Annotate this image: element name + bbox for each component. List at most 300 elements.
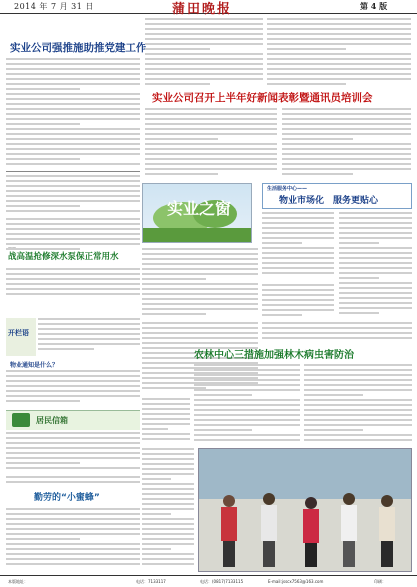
text-line <box>194 384 300 386</box>
text-line <box>304 379 412 381</box>
text-line <box>6 447 140 449</box>
text-line <box>142 303 258 305</box>
text-line <box>6 223 140 225</box>
text-line <box>142 543 194 545</box>
text-line <box>6 380 140 382</box>
text-line <box>304 434 412 436</box>
text-line <box>282 108 411 110</box>
text-line <box>282 158 411 160</box>
text-line <box>262 217 334 219</box>
mailbox-body <box>6 432 140 472</box>
text-line <box>262 327 412 329</box>
article-5-title: 农林中心三措施加强林木病虫害防治 <box>194 350 354 361</box>
footer-phone-2: 电话：(0817)7133115 <box>200 579 244 584</box>
text-line <box>304 419 412 421</box>
text-line <box>339 237 412 239</box>
text-line <box>6 288 140 290</box>
text-line <box>6 533 140 535</box>
text-line <box>145 28 263 30</box>
text-line <box>6 233 140 235</box>
text-line <box>339 277 379 279</box>
text-line <box>142 308 258 310</box>
text-line <box>38 318 140 320</box>
text-line <box>145 33 263 35</box>
text-line <box>145 68 263 70</box>
text-line <box>339 247 412 249</box>
text-line <box>142 253 258 255</box>
text-line <box>6 138 140 140</box>
text-line <box>6 180 140 182</box>
text-line <box>262 257 334 259</box>
text-line <box>145 128 277 130</box>
text-line <box>6 93 140 95</box>
article-2-title: 实业公司召开上半年好新闻表彰暨通讯员培训会 <box>152 92 373 104</box>
text-line <box>6 133 140 135</box>
text-line <box>282 153 411 155</box>
text-line <box>6 513 140 515</box>
text-line <box>6 293 140 295</box>
mailbox-banner-title: 居民信箱 <box>36 416 68 425</box>
text-line <box>339 292 412 294</box>
text-line <box>339 252 412 254</box>
text-line <box>142 278 206 280</box>
mailbox-banner <box>6 410 140 430</box>
text-line <box>6 205 80 207</box>
footer-address: 本版地址： <box>8 579 28 584</box>
text-line <box>304 414 412 416</box>
text-line <box>142 498 194 500</box>
sidebar-body <box>38 318 140 356</box>
text-line <box>142 548 171 550</box>
text-line <box>142 468 194 470</box>
text-line <box>142 293 258 295</box>
footer-phone: 电话：7133117 <box>136 579 166 584</box>
text-line <box>6 481 140 483</box>
text-line <box>262 227 334 229</box>
text-line <box>142 258 258 260</box>
text-line <box>282 138 353 140</box>
text-line <box>304 364 412 366</box>
text-line <box>6 462 80 464</box>
text-line <box>6 73 140 75</box>
text-line <box>6 118 140 120</box>
text-line <box>6 370 140 372</box>
text-line <box>262 232 334 234</box>
article-3-body-b <box>142 248 258 318</box>
text-line <box>6 210 140 212</box>
text-line <box>142 523 194 525</box>
text-line <box>339 227 412 229</box>
text-line <box>194 404 300 406</box>
text-line <box>6 175 140 177</box>
text-line <box>142 273 258 275</box>
article-4-body-a <box>262 212 334 280</box>
text-line <box>6 238 140 240</box>
text-line <box>282 118 411 120</box>
article-6-body <box>6 508 140 572</box>
text-line <box>194 424 300 426</box>
text-line <box>282 133 411 135</box>
text-line <box>194 369 300 371</box>
issue-date: 2014 年 7 月 31 日 <box>14 2 94 11</box>
text-line <box>6 543 140 545</box>
article-5-body-b <box>304 364 412 444</box>
text-line <box>142 298 258 300</box>
text-line <box>262 237 334 239</box>
text-line <box>38 338 140 340</box>
text-line <box>6 476 140 478</box>
article-3-body <box>6 268 140 300</box>
sidebar-head-1: 开栏语 <box>8 329 29 337</box>
text-line <box>6 228 140 230</box>
text-line <box>142 332 258 334</box>
article-5-body-d <box>142 448 194 572</box>
text-line <box>6 83 140 85</box>
text-line <box>262 332 412 334</box>
text-line <box>267 38 411 40</box>
text-line <box>142 248 258 250</box>
text-line <box>145 148 277 150</box>
text-line <box>262 242 302 244</box>
text-line <box>282 173 353 175</box>
text-line <box>145 23 263 25</box>
text-line <box>6 553 140 555</box>
text-line <box>145 173 218 175</box>
text-line <box>6 432 140 434</box>
text-line <box>304 394 363 396</box>
text-line <box>262 322 412 324</box>
text-line <box>339 262 412 264</box>
text-line <box>6 68 140 70</box>
text-line <box>194 374 300 376</box>
text-line <box>6 185 140 187</box>
text-line <box>304 439 412 441</box>
text-line <box>142 448 194 450</box>
text-line <box>339 212 412 214</box>
text-line <box>6 78 140 80</box>
text-line <box>142 518 194 520</box>
text-line <box>145 73 263 75</box>
text-line <box>194 434 300 436</box>
text-line <box>6 195 140 197</box>
text-line <box>145 63 263 65</box>
text-line <box>6 467 140 469</box>
text-line <box>262 212 334 214</box>
text-line <box>38 328 140 330</box>
feature-image-caption: 实业之窗 <box>167 199 232 218</box>
text-line <box>262 289 334 291</box>
text-line <box>6 148 140 150</box>
divider <box>6 171 140 172</box>
text-line <box>262 294 334 296</box>
text-line <box>267 48 346 50</box>
article-4-body-b <box>339 212 412 320</box>
footer <box>0 575 417 587</box>
text-line <box>142 403 190 405</box>
text-line <box>262 304 334 306</box>
text-line <box>267 18 411 20</box>
text-line <box>339 267 412 269</box>
text-line <box>267 83 346 85</box>
text-line <box>145 168 277 170</box>
article-4-kicker: 生活服务中心—— <box>267 186 308 192</box>
text-line <box>262 267 334 269</box>
text-line <box>194 394 252 396</box>
article-4-title-box <box>262 183 412 209</box>
text-line <box>6 143 140 145</box>
text-line <box>194 429 252 431</box>
text-line <box>142 327 258 329</box>
text-line <box>6 400 80 402</box>
text-line <box>194 379 300 381</box>
article-5-intro-b <box>262 322 412 342</box>
text-line <box>339 222 412 224</box>
text-line <box>339 312 379 314</box>
text-line <box>6 243 140 245</box>
text-line <box>145 38 263 40</box>
text-line <box>262 309 334 311</box>
text-line <box>38 348 94 350</box>
text-line <box>142 453 194 455</box>
text-line <box>145 108 277 110</box>
newspaper-name: 蒲田晚报 <box>172 2 233 17</box>
text-line <box>194 364 300 366</box>
text-line <box>6 278 140 280</box>
text-line <box>262 314 302 316</box>
article-1b-body <box>6 175 140 217</box>
page-number: 第 4 版 <box>360 1 388 11</box>
text-line <box>145 138 218 140</box>
text-line <box>142 288 258 290</box>
text-line <box>267 68 411 70</box>
text-line <box>6 283 140 285</box>
article-1-title: 实业公司强推施助推党建工作 <box>10 42 147 54</box>
text-line <box>267 53 411 55</box>
text-line <box>339 217 412 219</box>
text-line <box>262 222 334 224</box>
article-2-body-b <box>267 18 411 88</box>
text-line <box>142 342 258 344</box>
text-line <box>142 337 258 339</box>
text-line <box>6 123 80 125</box>
text-line <box>142 268 258 270</box>
article-6-intro <box>6 476 140 486</box>
text-line <box>6 442 140 444</box>
text-line <box>194 399 300 401</box>
text-line <box>6 385 140 387</box>
text-line <box>142 503 194 505</box>
text-line <box>145 158 277 160</box>
text-line <box>145 118 277 120</box>
text-line <box>6 273 140 275</box>
text-line <box>339 232 412 234</box>
sidebar-body-2 <box>6 370 140 406</box>
text-line <box>6 108 140 110</box>
sidebar-head-2: 物业通知是什么？ <box>10 362 59 369</box>
mailbox-icon <box>12 413 30 427</box>
text-line <box>6 548 140 550</box>
text-line <box>282 143 411 145</box>
text-line <box>6 538 80 540</box>
text-line <box>267 23 411 25</box>
text-line <box>6 528 140 530</box>
feature-image <box>142 183 252 243</box>
text-line <box>339 287 412 289</box>
text-line <box>6 190 140 192</box>
article-2-body-a <box>145 18 263 88</box>
text-line <box>145 83 210 85</box>
text-line <box>282 163 411 165</box>
text-line <box>267 73 411 75</box>
text-line <box>142 418 190 420</box>
text-line <box>142 538 194 540</box>
text-line <box>6 58 140 60</box>
text-line <box>38 323 140 325</box>
text-line <box>6 523 140 525</box>
text-line <box>339 307 412 309</box>
text-line <box>304 404 412 406</box>
text-line <box>142 438 190 440</box>
text-line <box>339 272 412 274</box>
text-line <box>142 428 168 430</box>
text-line <box>145 123 277 125</box>
article-5-body-c <box>142 398 190 444</box>
text-line <box>145 163 277 165</box>
text-line <box>6 452 140 454</box>
text-line <box>142 488 194 490</box>
text-line <box>142 322 258 324</box>
text-line <box>267 78 411 80</box>
text-line <box>142 483 194 485</box>
article-2-body-d <box>282 108 411 180</box>
text-line <box>6 218 140 220</box>
text-line <box>194 389 300 391</box>
text-line <box>142 493 194 495</box>
text-line <box>145 53 263 55</box>
text-line <box>262 284 334 286</box>
footer-print: 印刷： <box>374 579 386 584</box>
text-line <box>6 390 140 392</box>
text-line <box>262 299 334 301</box>
text-line <box>142 558 194 560</box>
text-line <box>304 424 412 426</box>
text-line <box>267 28 411 30</box>
footer-email: E-mail:jsscx7563@163.com <box>268 579 324 584</box>
text-line <box>142 433 190 435</box>
text-line <box>145 43 263 45</box>
text-line <box>142 398 190 400</box>
text-line <box>145 58 263 60</box>
text-line <box>282 148 411 150</box>
text-line <box>304 374 412 376</box>
text-line <box>145 48 210 50</box>
article-3-title: 战高温抢修深水泵保正常用水 <box>8 252 119 262</box>
text-line <box>6 158 80 160</box>
text-line <box>6 508 140 510</box>
text-line <box>142 283 258 285</box>
text-line <box>304 399 412 401</box>
text-line <box>262 247 334 249</box>
text-line <box>142 423 190 425</box>
text-line <box>6 395 140 397</box>
text-line <box>142 553 194 555</box>
text-line <box>38 333 140 335</box>
text-line <box>282 113 411 115</box>
text-line <box>145 78 263 80</box>
text-line <box>142 458 194 460</box>
text-line <box>145 113 277 115</box>
text-line <box>304 409 412 411</box>
text-line <box>6 98 140 100</box>
text-line <box>6 457 140 459</box>
text-line <box>262 272 334 274</box>
article-1-body <box>6 58 140 168</box>
bottom-photo <box>198 448 412 572</box>
text-line <box>304 429 363 431</box>
text-line <box>194 439 300 441</box>
text-line <box>339 302 412 304</box>
text-line <box>267 33 411 35</box>
text-line <box>6 437 140 439</box>
text-line <box>142 473 194 475</box>
article-4-body-c <box>262 284 334 320</box>
text-line <box>267 58 411 60</box>
text-line <box>282 128 411 130</box>
text-line <box>282 168 411 170</box>
text-line <box>6 200 140 202</box>
text-line <box>262 262 334 264</box>
text-line <box>6 153 140 155</box>
article-3-kicker: —— <box>8 245 16 250</box>
text-line <box>6 518 140 520</box>
text-line <box>194 409 300 411</box>
article-6-title: 勤劳的“小蜜蜂” <box>34 493 100 503</box>
article-5-body-a <box>194 364 300 444</box>
text-line <box>304 369 412 371</box>
text-line <box>6 563 140 565</box>
text-line <box>194 414 300 416</box>
text-line <box>6 63 140 65</box>
text-line <box>304 384 412 386</box>
text-line <box>142 313 206 315</box>
text-line <box>339 297 412 299</box>
text-line <box>145 133 277 135</box>
text-line <box>304 389 412 391</box>
text-line <box>267 63 411 65</box>
text-line <box>145 143 277 145</box>
text-line <box>282 123 411 125</box>
article-2-body-c <box>145 108 277 180</box>
text-line <box>142 533 194 535</box>
text-line <box>6 113 140 115</box>
sidebar-box <box>6 318 36 356</box>
text-line <box>339 282 412 284</box>
text-line <box>142 528 194 530</box>
text-line <box>142 463 194 465</box>
text-line <box>145 18 263 20</box>
text-line <box>339 257 412 259</box>
text-line <box>145 153 277 155</box>
text-line <box>339 242 379 244</box>
text-line <box>6 558 140 560</box>
text-line <box>142 413 190 415</box>
text-line <box>142 508 194 510</box>
text-line <box>262 337 412 339</box>
article-4-title: 物业市场化 服务更贴心 <box>279 196 379 206</box>
text-line <box>262 252 334 254</box>
text-line <box>194 419 300 421</box>
text-line <box>6 268 140 270</box>
